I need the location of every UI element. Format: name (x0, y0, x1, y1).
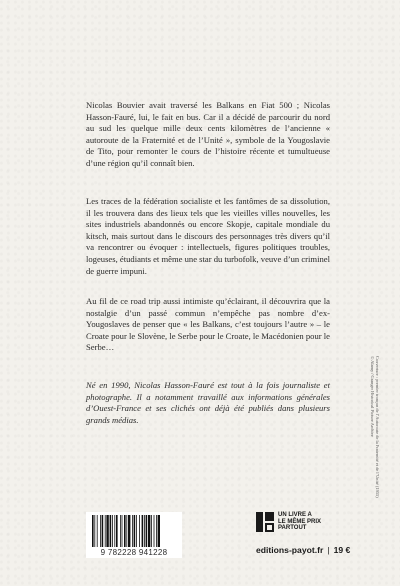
barcode-bar (151, 515, 152, 547)
barcode-bar (134, 515, 136, 547)
barcode-bars (90, 515, 178, 547)
book-price-icon (256, 512, 274, 532)
barcode-bar (100, 515, 101, 547)
cover-credits (366, 356, 380, 506)
barcode-bar (158, 515, 160, 547)
prix-line-3: PARTOUT (278, 525, 307, 532)
barcode-bar (114, 515, 115, 547)
barcode-bar (144, 515, 145, 547)
barcode-bar (148, 515, 150, 547)
barcode-bar (154, 515, 155, 547)
barcode-bar (124, 515, 126, 547)
barcode-bar (110, 515, 112, 547)
barcode-bar (112, 515, 113, 547)
prix-line-1: UN LIVRE A (278, 512, 312, 518)
footer-separator: | (327, 545, 330, 555)
blurb-paragraph-2: Les traces de la fédération socialiste et les fantômes de sa dissolution, il les trouvera dans des lieux tels que les vieilles villes nouvelles, les sites industriels abandonnés ou encore Skopje, capitale mondiale du kitsch, mais surtout dans le discours des personnages très divers qu’il va rencontrer ou évoquer : intellectuels, figures politiques troubles, logeuses, étudiants et même une star du turbofolk, veuve d’un criminel de guerre impuni. (86, 196, 330, 276)
blurb-paragraph-1: Nicolas Bouvier avait traversé les Balkans en Fiat 500 ; Nicolas Hasson-Fauré, lui, le fait en bus. Car il a décidé de parcourir du nord au sud les quelque mille deux cents kilomètres de l’ancienne « autoroute de la Fraternité et de l’Unité », symbole de la Yougoslavie de Tito, pour remonter le cours de l’histoire récente et tumultueuse d’une région qu’il connaît bien. (86, 100, 330, 168)
book-price: 19 € (333, 545, 351, 555)
barcode-bar (132, 515, 133, 547)
prix-unique-logo (256, 512, 321, 532)
publisher-website: editions-payot.fr (256, 545, 324, 555)
isbn-number: 9 782228 941228 (86, 548, 182, 558)
barcode-bar (105, 515, 106, 547)
barcode-bar (94, 515, 95, 547)
cover-credit-line: Couverture : premier tronçon de l’Autoroute de la Fraternité et de l’Unité (1955) (375, 356, 380, 498)
barcode-bar (122, 515, 123, 547)
barcode-bar (142, 515, 144, 547)
barcode-bar (126, 515, 127, 547)
barcode-bar (106, 515, 108, 547)
photo-credit-line: © Alamy / Granger Historical Picture Archive (369, 356, 375, 437)
barcode-bar (92, 515, 94, 547)
barcode-bar (128, 515, 130, 547)
barcode-bar (102, 515, 104, 547)
barcode-bar (120, 515, 121, 547)
barcode-bar (139, 515, 140, 547)
prix-line-2: LE MÊME PRIX (278, 518, 322, 525)
barcode-bar (97, 515, 98, 547)
prix-unique-text (278, 512, 321, 532)
barcode-bar (156, 515, 157, 547)
barcode-bar (146, 515, 148, 547)
barcode-bar (136, 515, 137, 547)
barcode-bar (116, 515, 118, 547)
author-bio: Né en 1990, Nicolas Hasson-Fauré est tout à la fois journaliste et photographe. Il a notamment travaillé aux informations générales d’Ouest-France et ses clichés ont déjà été publiés dans plusieurs grands médias. (86, 380, 330, 425)
publisher-footer (256, 545, 350, 555)
blurb-paragraph-3: Au fil de ce road trip aussi intimiste qu’éclairant, il découvrira que la nostalgie d’un passé commun n’empêche pas nombre d’ex-Yougoslaves de penser que « les Balkans, c’est toujours l’autre » – le Croate pour le Slovène, le Serbe pour le Croate, le Macédonien pour le Serbe… (86, 296, 330, 353)
